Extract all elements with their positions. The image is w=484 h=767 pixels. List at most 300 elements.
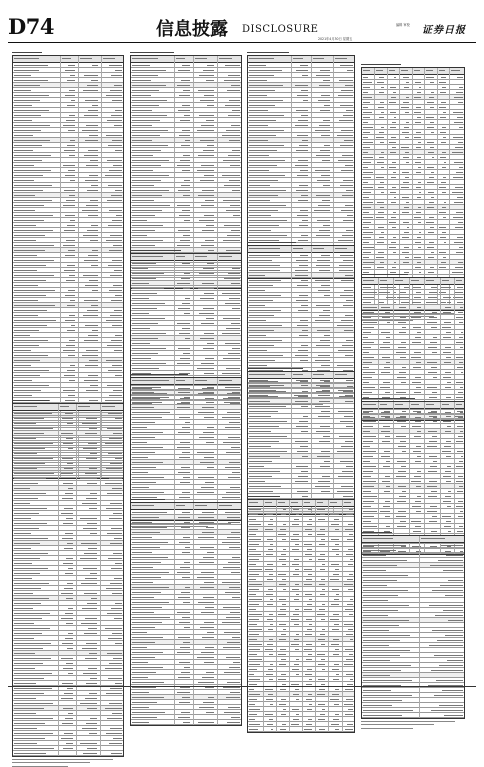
header-cell-stroke bbox=[133, 380, 154, 381]
cell-value-stroke bbox=[223, 647, 240, 648]
cell-value-stroke bbox=[204, 95, 214, 96]
row-label-stroke bbox=[14, 633, 42, 634]
cell-value-stroke bbox=[397, 297, 406, 298]
cell-value-stroke bbox=[439, 212, 446, 213]
cell-value-stroke bbox=[106, 733, 122, 734]
cell-value-stroke bbox=[296, 699, 299, 700]
cell-value-stroke bbox=[414, 436, 421, 437]
cell-value-stroke bbox=[316, 345, 330, 346]
cell-value-stroke bbox=[88, 335, 99, 336]
row-label-stroke bbox=[132, 387, 161, 388]
cell-value-stroke bbox=[63, 390, 75, 391]
row-label-stroke bbox=[14, 100, 40, 101]
cell-value-stroke bbox=[85, 100, 98, 101]
cell-value-stroke bbox=[339, 396, 353, 397]
cell-value-stroke bbox=[232, 110, 240, 111]
row-label-stroke bbox=[14, 285, 38, 286]
cell-value-stroke bbox=[205, 358, 214, 359]
row-label-stroke bbox=[132, 702, 157, 703]
row-label-stroke bbox=[363, 232, 373, 233]
cell-value-stroke bbox=[65, 533, 73, 534]
cell-value-stroke bbox=[339, 120, 353, 121]
cell-value-stroke bbox=[109, 518, 122, 519]
row-label-stroke bbox=[363, 347, 371, 348]
cell-value-stroke bbox=[296, 110, 308, 111]
row-label-stroke bbox=[132, 318, 165, 319]
row-label-stroke bbox=[363, 372, 375, 373]
cell-value-stroke bbox=[457, 451, 463, 452]
cell-value-stroke bbox=[64, 508, 73, 509]
cell-value-stroke bbox=[342, 155, 353, 156]
section-title-en: DISCLOSURE bbox=[242, 24, 319, 35]
row-label-stroke bbox=[14, 588, 41, 589]
row-label-stroke bbox=[132, 273, 164, 274]
cell-value-stroke bbox=[207, 427, 214, 428]
cell-value-stroke bbox=[292, 549, 299, 550]
cell-value-stroke bbox=[427, 167, 434, 168]
row-label-stroke bbox=[14, 513, 39, 514]
cell-value-stroke bbox=[85, 658, 98, 659]
header-cell-stroke bbox=[451, 70, 459, 71]
cell-value-stroke bbox=[86, 683, 97, 684]
cell-value-stroke bbox=[225, 512, 240, 513]
row-label-stroke bbox=[249, 714, 257, 715]
header-cell-stroke bbox=[313, 248, 324, 249]
cell-value-stroke bbox=[91, 598, 98, 599]
cell-value-stroke bbox=[199, 115, 214, 116]
cell-value-stroke bbox=[69, 155, 75, 156]
table-header-row bbox=[13, 56, 123, 63]
cell-value-stroke bbox=[231, 283, 240, 284]
cell-value-stroke bbox=[418, 182, 422, 183]
row-label-stroke bbox=[132, 712, 165, 713]
row-label-stroke bbox=[132, 353, 158, 354]
row-label-stroke bbox=[249, 300, 273, 301]
cell-value-stroke bbox=[266, 674, 273, 675]
cell-value-stroke bbox=[307, 524, 312, 525]
cell-value-stroke bbox=[228, 155, 240, 156]
row-label-stroke bbox=[14, 325, 47, 326]
cell-value-stroke bbox=[439, 82, 447, 83]
cell-value-stroke bbox=[308, 654, 312, 655]
row-label-stroke bbox=[249, 280, 281, 281]
cell-value-stroke bbox=[323, 270, 331, 271]
row-label-stroke bbox=[14, 628, 50, 629]
cell-value-stroke bbox=[184, 115, 190, 116]
row-label-stroke bbox=[363, 526, 377, 527]
cell-value-stroke bbox=[399, 496, 406, 497]
cell-value-stroke bbox=[80, 743, 97, 744]
cell-value-stroke bbox=[109, 290, 122, 291]
cell-value-stroke bbox=[67, 265, 75, 266]
cell-value-stroke bbox=[320, 594, 325, 595]
row-label-stroke bbox=[249, 350, 267, 351]
cell-value-stroke bbox=[68, 713, 73, 714]
cell-value-stroke bbox=[331, 724, 339, 725]
row-label-stroke bbox=[249, 360, 275, 361]
header-cell-stroke bbox=[15, 58, 39, 59]
header-cell-stroke bbox=[195, 380, 207, 381]
cell-value-stroke bbox=[396, 516, 406, 517]
row-label-stroke bbox=[132, 447, 163, 448]
cell-value-stroke bbox=[322, 669, 325, 670]
cell-value-stroke bbox=[106, 588, 122, 589]
cell-value-stroke bbox=[92, 105, 99, 106]
cell-value-stroke bbox=[305, 554, 312, 555]
column-divider bbox=[311, 372, 312, 514]
cell-value-stroke bbox=[381, 307, 391, 308]
row-label-stroke bbox=[132, 597, 154, 598]
cell-value-stroke bbox=[320, 714, 325, 715]
cell-value-stroke bbox=[292, 709, 299, 710]
cell-value-stroke bbox=[454, 202, 463, 203]
cell-value-stroke bbox=[61, 738, 73, 739]
financial-table bbox=[130, 497, 242, 726]
row-label-stroke bbox=[363, 660, 390, 661]
cell-value-stroke bbox=[320, 150, 330, 151]
cell-value-stroke bbox=[345, 205, 353, 206]
cell-value-stroke bbox=[269, 614, 273, 615]
cell-value-stroke bbox=[436, 680, 463, 681]
cell-value-stroke bbox=[401, 382, 406, 383]
cell-value-stroke bbox=[381, 192, 384, 193]
row-label-stroke bbox=[249, 85, 283, 86]
cell-value-stroke bbox=[399, 372, 406, 373]
cell-value-stroke bbox=[66, 598, 73, 599]
table-title-line bbox=[130, 374, 188, 375]
cell-value-stroke bbox=[445, 471, 451, 472]
table-title-line bbox=[247, 496, 280, 497]
cell-value-stroke bbox=[225, 105, 240, 106]
cell-value-stroke bbox=[298, 310, 307, 311]
cell-value-stroke bbox=[434, 695, 463, 696]
row-label-stroke bbox=[132, 442, 147, 443]
cell-value-stroke bbox=[205, 607, 214, 608]
table-row bbox=[131, 720, 241, 725]
cell-value-stroke bbox=[333, 654, 339, 655]
cell-value-stroke bbox=[270, 599, 274, 600]
cell-value-stroke bbox=[396, 392, 406, 393]
cell-value-stroke bbox=[301, 305, 307, 306]
cell-value-stroke bbox=[431, 491, 437, 492]
row-label-stroke bbox=[14, 365, 31, 366]
cell-value-stroke bbox=[429, 416, 437, 417]
cell-value-stroke bbox=[291, 619, 299, 620]
header-cell-stroke bbox=[250, 58, 272, 59]
row-label-stroke bbox=[14, 668, 35, 669]
cell-value-stroke bbox=[105, 483, 122, 484]
cell-value-stroke bbox=[439, 267, 447, 268]
cell-value-stroke bbox=[392, 162, 397, 163]
cell-value-stroke bbox=[92, 65, 98, 66]
cell-value-stroke bbox=[296, 260, 307, 261]
cell-value-stroke bbox=[317, 330, 330, 331]
row-label-stroke bbox=[14, 70, 39, 71]
cell-value-stroke bbox=[301, 431, 307, 432]
cell-value-stroke bbox=[62, 643, 72, 644]
cell-value-stroke bbox=[334, 624, 339, 625]
cell-value-stroke bbox=[222, 622, 240, 623]
cell-value-stroke bbox=[112, 220, 122, 221]
cell-value-stroke bbox=[83, 673, 97, 674]
cell-value-stroke bbox=[391, 97, 396, 98]
cell-value-stroke bbox=[108, 265, 122, 266]
cell-value-stroke bbox=[177, 245, 190, 246]
cell-value-stroke bbox=[266, 554, 273, 555]
cell-value-stroke bbox=[179, 622, 190, 623]
row-label-stroke bbox=[14, 395, 32, 396]
cell-value-stroke bbox=[111, 195, 122, 196]
cell-value-stroke bbox=[113, 165, 122, 166]
table-title-line bbox=[130, 250, 181, 251]
cell-value-stroke bbox=[345, 441, 353, 442]
row-label-stroke bbox=[132, 642, 155, 643]
cell-value-stroke bbox=[178, 637, 190, 638]
cell-value-stroke bbox=[224, 672, 240, 673]
cell-value-stroke bbox=[377, 202, 384, 203]
row-label-stroke bbox=[249, 355, 283, 356]
cell-value-stroke bbox=[179, 215, 190, 216]
header-cell-stroke bbox=[250, 502, 258, 503]
row-label-stroke bbox=[14, 433, 44, 434]
cell-value-stroke bbox=[394, 197, 397, 198]
cell-value-stroke bbox=[224, 402, 240, 403]
cell-value-stroke bbox=[84, 300, 98, 301]
row-label-stroke bbox=[249, 604, 259, 605]
cell-value-stroke bbox=[344, 140, 353, 141]
cell-value-stroke bbox=[222, 582, 240, 583]
cell-value-stroke bbox=[304, 569, 311, 570]
cell-value-stroke bbox=[270, 664, 273, 665]
cell-value-stroke bbox=[297, 135, 308, 136]
cell-value-stroke bbox=[316, 265, 330, 266]
cell-value-stroke bbox=[391, 177, 397, 178]
cell-value-stroke bbox=[266, 514, 273, 515]
row-label-stroke bbox=[132, 462, 163, 463]
cell-value-stroke bbox=[63, 748, 73, 749]
table-row bbox=[362, 713, 464, 718]
cell-value-stroke bbox=[378, 187, 384, 188]
cell-value-stroke bbox=[348, 589, 353, 590]
cell-value-stroke bbox=[324, 105, 330, 106]
cell-value-stroke bbox=[114, 270, 122, 271]
cell-value-stroke bbox=[427, 247, 434, 248]
cell-value-stroke bbox=[200, 627, 215, 628]
cell-value-stroke bbox=[321, 175, 330, 176]
cell-value-stroke bbox=[345, 649, 353, 650]
cell-value-stroke bbox=[418, 167, 421, 168]
row-label-stroke bbox=[249, 559, 259, 560]
cell-value-stroke bbox=[182, 328, 189, 329]
cell-value-stroke bbox=[381, 87, 384, 88]
row-label-stroke bbox=[363, 292, 377, 293]
cell-value-stroke bbox=[66, 438, 72, 439]
cell-value-stroke bbox=[181, 278, 190, 279]
header-cell-stroke bbox=[195, 505, 207, 506]
cell-value-stroke bbox=[381, 456, 390, 457]
cell-value-stroke bbox=[320, 70, 330, 71]
cell-value-stroke bbox=[318, 639, 325, 640]
cell-value-stroke bbox=[108, 185, 122, 186]
cell-value-stroke bbox=[336, 554, 339, 555]
cell-value-stroke bbox=[429, 481, 437, 482]
cell-value-stroke bbox=[316, 75, 330, 76]
cell-value-stroke bbox=[296, 150, 308, 151]
row-label-stroke bbox=[249, 436, 287, 437]
cell-value-stroke bbox=[380, 387, 390, 388]
row-label-stroke bbox=[14, 498, 38, 499]
row-label-stroke bbox=[249, 664, 260, 665]
cell-value-stroke bbox=[381, 167, 384, 168]
cell-value-stroke bbox=[281, 554, 286, 555]
cell-value-stroke bbox=[302, 456, 307, 457]
cell-value-stroke bbox=[203, 348, 215, 349]
cell-value-stroke bbox=[67, 583, 73, 584]
cell-value-stroke bbox=[419, 87, 422, 88]
cell-value-stroke bbox=[204, 457, 214, 458]
cell-value-stroke bbox=[230, 692, 240, 693]
cell-value-stroke bbox=[223, 160, 240, 161]
row-label-stroke bbox=[249, 295, 281, 296]
cell-value-stroke bbox=[204, 175, 214, 176]
row-label-stroke bbox=[132, 537, 152, 538]
cell-value-stroke bbox=[203, 268, 214, 269]
cell-value-stroke bbox=[447, 466, 450, 467]
cell-value-stroke bbox=[411, 521, 421, 522]
cell-value-stroke bbox=[64, 150, 75, 151]
cell-value-stroke bbox=[67, 688, 73, 689]
cell-value-stroke bbox=[333, 719, 339, 720]
cell-value-stroke bbox=[384, 451, 390, 452]
row-label-stroke bbox=[132, 562, 161, 563]
cell-value-stroke bbox=[107, 428, 122, 429]
cell-value-stroke bbox=[432, 157, 434, 158]
cell-value-stroke bbox=[309, 679, 312, 680]
cell-value-stroke bbox=[404, 87, 409, 88]
cell-value-stroke bbox=[181, 145, 189, 146]
cell-value-stroke bbox=[431, 252, 434, 253]
cell-value-stroke bbox=[320, 426, 330, 427]
header-cell-stroke bbox=[176, 505, 186, 506]
cell-value-stroke bbox=[184, 667, 189, 668]
row-label-stroke bbox=[249, 529, 258, 530]
row-label-stroke bbox=[132, 278, 156, 279]
cell-value-stroke bbox=[179, 542, 189, 543]
row-label-stroke bbox=[14, 583, 49, 584]
cell-value-stroke bbox=[434, 655, 463, 656]
cell-value-stroke bbox=[85, 618, 97, 619]
cell-value-stroke bbox=[182, 105, 190, 106]
row-label-stroke bbox=[14, 598, 49, 599]
cell-value-stroke bbox=[333, 614, 339, 615]
cell-value-stroke bbox=[338, 476, 353, 477]
footer-rule bbox=[8, 686, 476, 687]
cell-value-stroke bbox=[295, 275, 308, 276]
row-label-stroke bbox=[249, 709, 260, 710]
row-label-stroke bbox=[363, 436, 376, 437]
row-label-stroke bbox=[249, 679, 260, 680]
cell-value-stroke bbox=[198, 682, 214, 683]
cell-value-stroke bbox=[406, 202, 409, 203]
row-label-stroke bbox=[363, 645, 389, 646]
cell-value-stroke bbox=[458, 102, 463, 103]
cell-value-stroke bbox=[83, 448, 97, 449]
cell-value-stroke bbox=[318, 416, 331, 417]
cell-value-stroke bbox=[85, 285, 98, 286]
cell-value-stroke bbox=[88, 548, 97, 549]
cell-value-stroke bbox=[298, 200, 308, 201]
cell-value-stroke bbox=[417, 197, 421, 198]
cell-value-stroke bbox=[394, 77, 396, 78]
row-label-stroke bbox=[363, 337, 368, 338]
cell-value-stroke bbox=[109, 743, 122, 744]
cell-value-stroke bbox=[205, 647, 214, 648]
cell-value-stroke bbox=[86, 165, 98, 166]
cell-value-stroke bbox=[455, 187, 463, 188]
row-label-stroke bbox=[14, 380, 32, 381]
row-label-stroke bbox=[249, 170, 269, 171]
cell-value-stroke bbox=[223, 318, 240, 319]
cell-value-stroke bbox=[413, 411, 421, 412]
header-cell-stroke bbox=[219, 380, 232, 381]
cell-value-stroke bbox=[222, 135, 240, 136]
cell-value-stroke bbox=[456, 92, 463, 93]
cell-value-stroke bbox=[66, 200, 75, 201]
row-label-stroke bbox=[14, 65, 48, 66]
cell-value-stroke bbox=[112, 260, 122, 261]
cell-value-stroke bbox=[342, 195, 353, 196]
cell-value-stroke bbox=[392, 267, 396, 268]
cell-value-stroke bbox=[400, 292, 406, 293]
row-label-stroke bbox=[14, 423, 36, 424]
row-label-stroke bbox=[363, 367, 369, 368]
cell-value-stroke bbox=[460, 387, 463, 388]
cell-value-stroke bbox=[300, 381, 308, 382]
cell-value-stroke bbox=[63, 523, 73, 524]
row-label-stroke bbox=[14, 265, 46, 266]
cell-value-stroke bbox=[183, 602, 189, 603]
cell-value-stroke bbox=[198, 722, 214, 723]
cell-value-stroke bbox=[412, 382, 421, 383]
cell-value-stroke bbox=[201, 487, 214, 488]
cell-value-stroke bbox=[185, 140, 190, 141]
cell-value-stroke bbox=[63, 165, 75, 166]
row-label-stroke bbox=[249, 574, 259, 575]
cell-value-stroke bbox=[341, 170, 353, 171]
cell-value-stroke bbox=[380, 142, 384, 143]
row-label-stroke bbox=[363, 377, 372, 378]
row-label-stroke bbox=[249, 265, 280, 266]
cell-value-stroke bbox=[200, 180, 215, 181]
cell-value-stroke bbox=[68, 448, 72, 449]
cell-value-stroke bbox=[270, 704, 273, 705]
row-label-stroke bbox=[363, 466, 376, 467]
cell-value-stroke bbox=[178, 230, 190, 231]
cell-value-stroke bbox=[61, 433, 72, 434]
cell-value-stroke bbox=[199, 437, 214, 438]
row-label-stroke bbox=[132, 263, 156, 264]
cell-value-stroke bbox=[278, 534, 286, 535]
row-label-stroke bbox=[363, 102, 370, 103]
cell-value-stroke bbox=[443, 112, 447, 113]
cell-value-stroke bbox=[406, 97, 409, 98]
row-label-stroke bbox=[132, 672, 156, 673]
cell-value-stroke bbox=[291, 684, 299, 685]
cell-value-stroke bbox=[279, 599, 286, 600]
cell-value-stroke bbox=[88, 150, 99, 151]
cell-value-stroke bbox=[65, 255, 75, 256]
cell-value-stroke bbox=[223, 442, 240, 443]
